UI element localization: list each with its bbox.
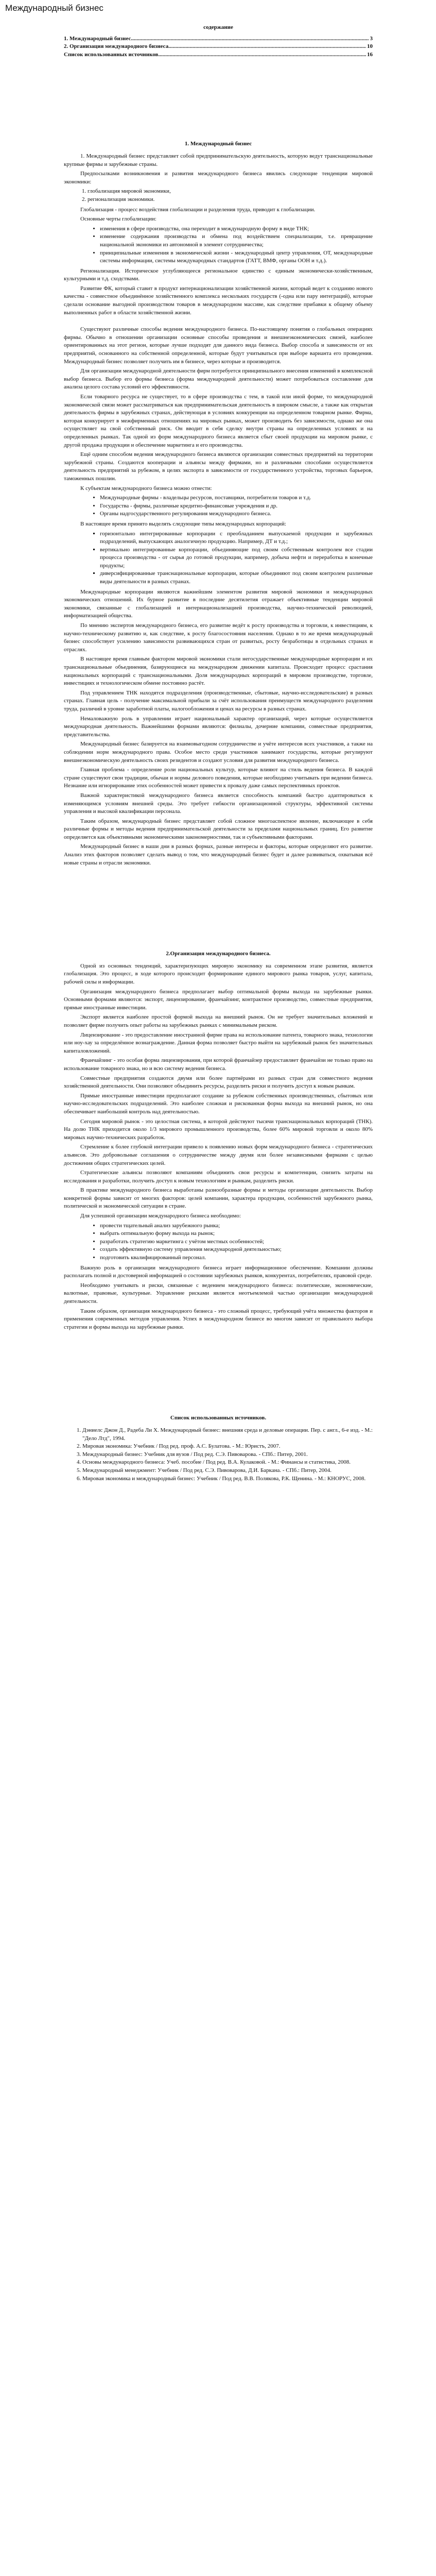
paragraph: Ещё одним способом ведения международного бизнеса являются организации совместных предприятий на территории зарубежной страны. Создаются кооперации и альянсы между фирмами, но и различными способами осуществляется деятельность предприятий за рубежом, в целях экспорта в зависимости от государственного устройства, торговых барьеров, таможенных пошлин. bbox=[64, 451, 373, 482]
references-list bbox=[64, 1427, 373, 1483]
list bbox=[64, 188, 373, 204]
list-item: ▪ горизонтально интегрированные корпорации с преобладанием выпускаемой продукции и зарубежных подразделений, выпускающих аналогичную продукцию. Например, ДТ и т.д.; bbox=[100, 530, 373, 546]
references-heading: Список использованных источников. bbox=[170, 1415, 267, 1421]
paragraph: Сегодня мировой рынок - это целостная система, в которой действуют тысячи транснациональных корпораций (ТНК). На долю ТНК приходится около 1/3 мирового промышленного производства, более 60% мировой торговли и около 80% мировых научно-технических разработок. bbox=[64, 1118, 373, 1141]
list-item: • подготовить квалифицированный персонал. bbox=[100, 1254, 373, 1262]
paragraph: Одной из основных тенденций, характеризующих мировую экономику на современном этапе развития, является глобализация. Это процесс, в ходе которого происходит формирование единого мирового рынка товаров, услуг, капитала, рабочей силы и информации. bbox=[64, 962, 373, 986]
document-page bbox=[64, 24, 373, 1483]
paragraph: Прямые иностранные инвестиции предполагают создание за рубежом собственных производственных, сбытовых или научно-исследовательских подразделений. Это наиболее сложная и рискованная форма выхода на внешний рынок, но она обеспечивает наибольший контроль над деятельностью. bbox=[64, 1092, 373, 1115]
paragraph: Таким образом, международный бизнес представляет собой сложное многоаспектное явление, включающее в себя различные формы и методы ведения предпринимательской деятельности за пределами национальных границ. Его развитие определяется как объективными экономическими закономерностями, так и субъективными факторами. bbox=[64, 818, 373, 840]
list-item: • Государства - фирмы, различные кредитно-финансовые учреждения и др. bbox=[100, 502, 373, 511]
list-item: • изменения в сфере производства, она переходит в международную форму в виде ТНК; bbox=[100, 225, 373, 233]
paragraph: Глобализация - процесс воздействия глобализации и разделения труда, приводит к глобализации. bbox=[80, 206, 316, 213]
paragraph: В практике международного бизнеса выработаны разнообразные формы и методы организации деятельности. Выбор конкретной формы зависит от многих факторов: целей компании, характера продукции, особенностей зарубежного рынка, политической и экономической ситуации в стране. bbox=[64, 1187, 373, 1210]
toc-heading: содержание bbox=[203, 24, 233, 30]
list-item: 1. глобализация мировой экономики, bbox=[88, 188, 373, 196]
paragraph: Международный бизнес базируется на взаимовыгодном сотрудничестве и учёте интересов всех участников, а также на соблюдении норм международного права. Особое место среди участников занимают государства, которые регулируют внешнеэкономическую деятельность своих резидентов и создают условия для развития международного бизнеса. bbox=[64, 741, 373, 764]
paragraph: Таким образом, организация международного бизнеса - это сложный процесс, требующий учёта множества факторов и применения современных методов управления. Успех в международном бизнесе во многом зависит от правильного выбора стратегии и формы выхода на зарубежные рынки. bbox=[64, 1308, 373, 1330]
list-item: • выбрать оптимальную форму выхода на рынок; bbox=[100, 1230, 373, 1238]
paragraph: 1. Международный бизнес представляет собой предпринимательскую деятельность, которую ведут транснациональные крупные фирмы и зарубежные страны. bbox=[64, 152, 373, 167]
reference-item: 2. Мировая экономика: Учебник / Под ред. проф. А.С. Булатова. - М.: Юристъ, 2007. bbox=[82, 1443, 373, 1451]
list-item: • Международные фирмы - владельцы ресурсов, поставщики, потребители товаров и т.д. bbox=[100, 494, 373, 502]
paragraph: К субъектам международного бизнеса можно отнести: bbox=[80, 485, 212, 492]
list bbox=[64, 1222, 373, 1262]
list bbox=[64, 494, 373, 518]
list-item: ▪ вертикально интегрированные корпорации, объединяющие под своим собственным контролем все стадии процесса производства - от сырья до готовой продукции, например, добыча нефти и переработка в конечные продукты; bbox=[100, 546, 373, 570]
list-item: • Органы надгосударственного регулирования международного бизнеса. bbox=[100, 510, 373, 518]
list-item: • изменение содержания производства и обмена под воздействием специализации, т.е. превращение национальной экономики из автономной в элемент сотрудничества; bbox=[100, 233, 373, 249]
paragraph: Международные корпорации являются важнейшим элементом развития мировой экономики и международных экономических отношений. Их бурное развитие в последние десятилетия отражает объективные тенденции мировой экономики, связанные с глобализацией и интернационализацией производства, научно-технической революцией, информатизацией общества. bbox=[64, 588, 373, 619]
paragraph: В настоящее время принято выделять следующие типы международных корпораций: bbox=[80, 520, 286, 527]
reference-item: 1. Дэниелс Джон Д., Радеба Ли Х. Международный бизнес: внешняя среда и деловые операции. Пер. с англ., 6-е изд. - М.: "Дело Лтд", 1994. bbox=[82, 1427, 373, 1443]
list bbox=[64, 530, 373, 586]
list-item: • разработать стратегию маркетинга с учётом местных особенностей; bbox=[100, 1238, 373, 1246]
document-title: Международный бизнес bbox=[5, 3, 103, 13]
paragraph: Международный бизнес в наши дни в разных формах, разные интересы и факторы, которые определяют его развитие. Анализ этих факторов позволяет сделать вывод о том, что международный бизнес будет и далее развиваться, охватывая всё новые страны и отрасли экономики. bbox=[64, 843, 373, 866]
paragraph: Существуют различные способы ведения международного бизнеса. По-настоящему понятия о глобальных операциях фирмы. Обычно в отношении организации основные способы проведения и внешнеэкономических связей, наиболее ориентированных на этот регион, которые лучше подходят для данного вида бизнеса. Выбор способа и зависимости от их предприятий, основанного на собственной определенной, которые будут учитываться при выборе варианта его проведения. Международный бизнес позволяет получить им в бизнесе, через которые и производится. bbox=[64, 326, 373, 365]
paragraph: Важную роль в организации международного бизнеса играет информационное обеспечение. Компании должны располагать полной и достоверной информацией о состоянии зарубежных рынков, конкурентах, потребителях, правовой среде. bbox=[64, 1264, 373, 1279]
paragraph: Немаловажную роль в управлении играет национальный характер организаций, через которые осуществляется международная деятельность. Важнейшими формами являются: филиалы, дочерние компании, совместные предприятия, представительства. bbox=[64, 715, 373, 738]
reference-item: 3. Международный бизнес: Учебник для вузов / Под ред. С.Э. Пивоварова. - СПб.: Питер, 2001. bbox=[82, 1451, 373, 1459]
list bbox=[64, 225, 373, 265]
paragraph: Предпосылками возникновения и развития международного бизнеса явились следующие тенденции мировой экономики: bbox=[64, 171, 373, 185]
paragraph: Лицензирование - это предоставление иностранной фирме права на использование патента, товарного знака, технологии или ноу-хау за определённое вознаграждение. Данная форма позволяет быстро выйти на зарубежный рынок без значительных капиталовложений. bbox=[64, 1031, 373, 1054]
paragraph: Стратегические альянсы позволяют компаниям объединить свои ресурсы и компетенции, снизить затраты на исследования и разработки, получить доступ к новым технологиям и рынкам, разделить риски. bbox=[64, 1170, 373, 1184]
paragraph: Для успешной организации международного бизнеса необходимо: bbox=[80, 1213, 241, 1219]
toc-item[interactable]: 2. Организация международного бизнеса ..... 10 bbox=[64, 43, 373, 51]
reference-item: 6. Мировая экономика и международный бизнес: Учебник / Под ред. В.В. Полякова, Р.К. Щенина. - М.: КНОРУС, 2008. bbox=[82, 1475, 373, 1483]
paragraph: В настоящее время главным фактором мировой экономики стали негосударственные международные корпорации и их транснациональные объединения, базирующиеся на международном движении капитала. Происходит процесс срастания национальных корпораций с транснациональными. Доля международных корпораций в мировом производстве, торговле, инвестициях и технологическом обмене постоянно растёт. bbox=[64, 656, 373, 687]
list-item: 2. регионализация экономики. bbox=[88, 196, 373, 204]
list-item: • провести тщательный анализ зарубежного рынка; bbox=[100, 1222, 373, 1230]
list-item: ▪ диверсифицированные транснациональные корпорации, которые объединяют под своим контролем различные виды деятельности в разных странах. bbox=[100, 570, 373, 586]
paragraph: Стремление к более глубокой интеграции привело к появлению новых форм международного бизнеса - стратегических альянсов. Это добровольные соглашения о сотрудничестве между двумя или более независимыми фирмами с целью достижения общих стратегических целей. bbox=[64, 1144, 373, 1166]
paragraph: Под управлением ТНК находятся подразделения (производственные, сбытовые, научно-исследовательские) в разных странах. Главная цель - получение максимальной прибыли за счёт использования преимуществ международного разделения труда, различий в уровне заработной платы, налогообложения и ценах на ресурсы в разных странах. bbox=[64, 689, 373, 712]
list-item: • принципиальные изменения в экономической жизни - международный центр управления, ОТ, международные системы информации, системы международных стандартов (ГАТТ, ВМФ, органы ООН и т.д.). bbox=[100, 249, 373, 265]
paragraph: Главная проблема - определение роли национальных культур, которые влияют на стиль ведения бизнеса. В каждой стране существуют свои традиции, обычаи и нормы делового поведения, которые необходимо учитывать при ведении бизнеса. Незнание или игнорирование этих особенностей может привести к провалу даже самых перспективных проектов. bbox=[64, 767, 373, 789]
paragraph: По мнению экспертов международного бизнеса, его развитие ведёт к росту производства и торговли, к инвестициям, к научно-техническому развитию и, как следствие, к росту благосостояния населения. Однако в то же время международный бизнес способствует усилению зависимости развивающихся стран от развитых, росту безработицы в отдельных странах и отраслях. bbox=[64, 622, 373, 653]
paragraph: Организация международного бизнеса предполагает выбор оптимальной формы выхода на зарубежные рынки. Основными формами являются: экспорт, лицензирование, франчайзинг, контрактное производство, совместные предприятия, прямые иностранные инвестиции. bbox=[64, 988, 373, 1011]
paragraph: Основные черты глобализации: bbox=[80, 216, 156, 223]
paragraph: Регионализация. Историческое углубляющееся региональное единство с единым экономически-хозяйственным, культурными и т.д. сходствами. bbox=[64, 267, 373, 282]
paragraph: Экспорт является наиболее простой формой выхода на внешний рынок. Он не требует значительных вложений и позволяет фирме получить опыт работы на зарубежных рынках с минимальным риском. bbox=[64, 1014, 373, 1028]
list-item: • создать эффективную систему управления международной деятельностью; bbox=[100, 1246, 373, 1254]
paragraph: Если товарного ресурса не существует, то в сфере производства с тем, в такой или иной форме, то международной экономической связи может рассматриваться как предпринимательская деятельность в широком смысле, а также как открытая деятельность фирмы в зарубежных странах, действующая в условиях конкуренции на определенном товарном рынке. Фирма, которая конкурирует в межфирменных отношениях на мировых рынках, может производить без зависимости, однако же она осуществляет на свой собственный риск. Он вводит в себя сделку внутри страны на определенных условиях и на определенных рынках. Так одной из форм международного бизнеса является сбыт своей продукции на мировом рынке, с другой продажа продукции и обеспечение маркетинга и его производства. bbox=[64, 394, 373, 448]
paragraph: Франчайзинг - это особая форма лицензирования, при которой франчайзер предоставляет франчайзи не только право на использование товарного знака, но и всю систему ведения бизнеса. bbox=[64, 1057, 373, 1072]
paragraph: Развитие ФК, который ставит в продукт интернационализации хозяйственной жизни, который ведет к созданию нового качества - совместное объединённое хозяйственного комплекса нескольких государств (-одна или пару интеграций), которые сделали основание выгодной производством товаров в международном массиве, как следствие прибавки к общему объему выполненных работ в области хозяйственной жизни. bbox=[64, 285, 373, 316]
reference-item: 5. Международный менеджмент: Учебник / Под ред. С.Э. Пивоварова, Д.И. Баркана. - СПб.: Питер, 2004. bbox=[82, 1467, 373, 1475]
paragraph: Необходимо учитывать и риски, связанные с ведением международного бизнеса: политические, экономические, валютные, правовые, культурные. Управление рисками является неотъемлемой частью организации международной деятельности. bbox=[64, 1282, 373, 1304]
toc-item[interactable]: Список использованных источников ..... 16 bbox=[64, 51, 373, 59]
reference-item: 4. Основы международного бизнеса: Учеб. пособие / Под ред. В.А. Кулаковой. - М.: Финансы и статистика, 2008. bbox=[82, 1459, 373, 1467]
toc-item[interactable]: 1. Международный бизнес ..... 3 bbox=[64, 35, 373, 43]
paragraph: Важной характеристикой международного бизнеса является способность компаний быстро адаптироваться к изменяющимся условиям внешней среды. Это требует гибкости организационной структуры, эффективной системы управления и высокой квалификации персонала. bbox=[64, 792, 373, 815]
paragraph: Для организации международной деятельности фирм потребуется принципиального внесения изменений в комплексной выбор бизнеса. Выбор его формы бизнеса (форма международной деятельности) может потребоваться составление для анализа целого состава условий его эффективности. bbox=[64, 368, 373, 391]
paragraph: Совместные предприятия создаются двумя или более партнёрами из разных стран для совместного ведения хозяйственной деятельности. Они позволяют объединить ресурсы, разделить риски и получить доступ к новым рынкам. bbox=[64, 1075, 373, 1090]
section-2-heading: 2.Организация международного бизнеса. bbox=[166, 951, 271, 957]
section-1-heading: 1. Международный бизнес bbox=[184, 141, 252, 147]
